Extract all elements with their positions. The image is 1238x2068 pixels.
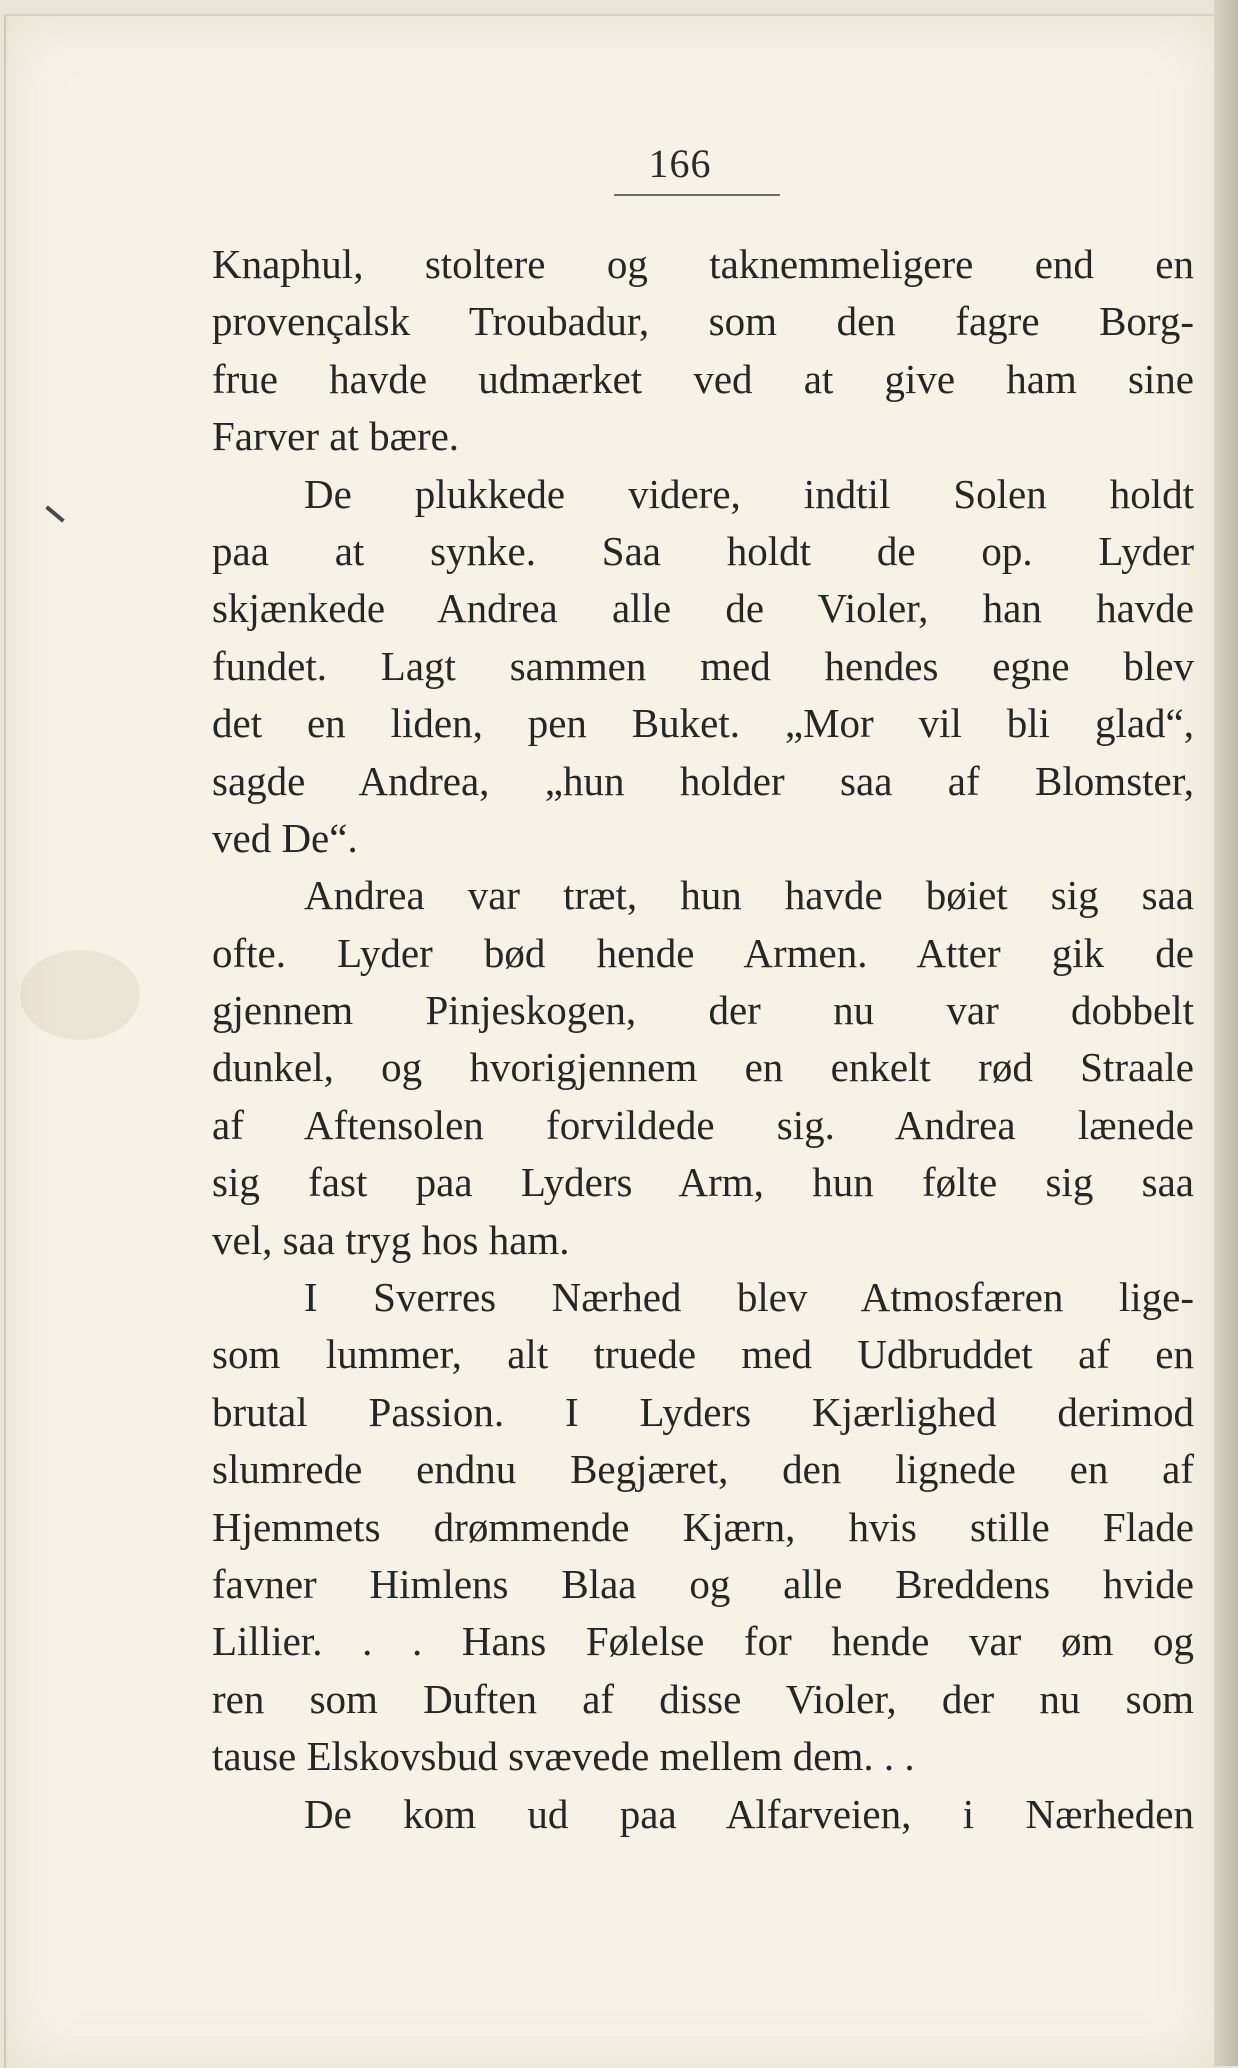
text-line: vel, saa tryg hos ham.	[212, 1216, 570, 1263]
text-line: Farver at bære.	[212, 413, 460, 460]
text-line: ofte. Lyder bød hende Armen. Atter gik de	[212, 929, 1194, 976]
text-line: gjennem Pinjeskogen, der nu var dobbelt	[212, 987, 1194, 1034]
text-line: det en liden, pen Buket. „Mor vil bli glad“,	[212, 700, 1194, 747]
text-line: skjænkede Andrea alle de Violer, han havde	[212, 585, 1194, 632]
text-line: favner Himlens Blaa og alle Breddens hvide	[212, 1560, 1194, 1607]
text-line: paa at synke. Saa holdt de op. Lyder	[212, 527, 1194, 574]
text-line: slumrede endnu Begjæret, den lignede en af	[212, 1446, 1194, 1493]
text-line: tause Elskovsbud svævede mellem dem. . .	[212, 1733, 915, 1780]
paper-stain	[20, 950, 140, 1040]
text-line: frue havde udmærket ved at give ham sine	[212, 355, 1194, 402]
text-line: I Sverres Nærhed blev Atmosfæren lige-	[304, 1274, 1194, 1321]
text-line: sig fast paa Lyders Arm, hun følte sig saa	[212, 1159, 1194, 1206]
text-line: Knaphul, stoltere og taknemmeligere end en	[212, 241, 1194, 287]
text-line: Lillier. . . Hans Følelse for hende var øm og	[212, 1618, 1194, 1665]
text-line: provençalsk Troubadur, som den fagre Borg-	[212, 298, 1194, 345]
page-edge-shadow	[1214, 0, 1238, 2066]
page-number: 166	[648, 141, 712, 186]
text-line: ved De“.	[212, 814, 358, 861]
text-line: De plukkede videre, indtil Solen holdt	[304, 470, 1194, 517]
body-text	[212, 236, 1194, 1843]
text-line: Hjemmets drømmende Kjærn, hvis stille Flade	[212, 1503, 1194, 1550]
text-line: brutal Passion. I Lyders Kjærlighed derimod	[212, 1388, 1194, 1435]
text-line: Andrea var træt, hun havde bøiet sig saa	[304, 872, 1194, 919]
text-line: dunkel, og hvorigjennem en enkelt rød Straale	[212, 1044, 1194, 1091]
text-line: sagde Andrea, „hun holder saa af Blomster,	[212, 757, 1194, 804]
text-line: ren som Duften af disse Violer, der nu som	[212, 1675, 1194, 1722]
text-line: De kom ud paa Alfarveien, i Nærheden	[304, 1790, 1194, 1837]
text-line: fundet. Lagt sammen med hendes egne blev	[212, 642, 1194, 689]
page-number-rule	[614, 194, 780, 196]
text-line: af Aftensolen forvildede sig. Andrea lænede	[212, 1101, 1194, 1148]
text-line: som lummer, alt truede med Udbruddet af en	[212, 1331, 1194, 1378]
